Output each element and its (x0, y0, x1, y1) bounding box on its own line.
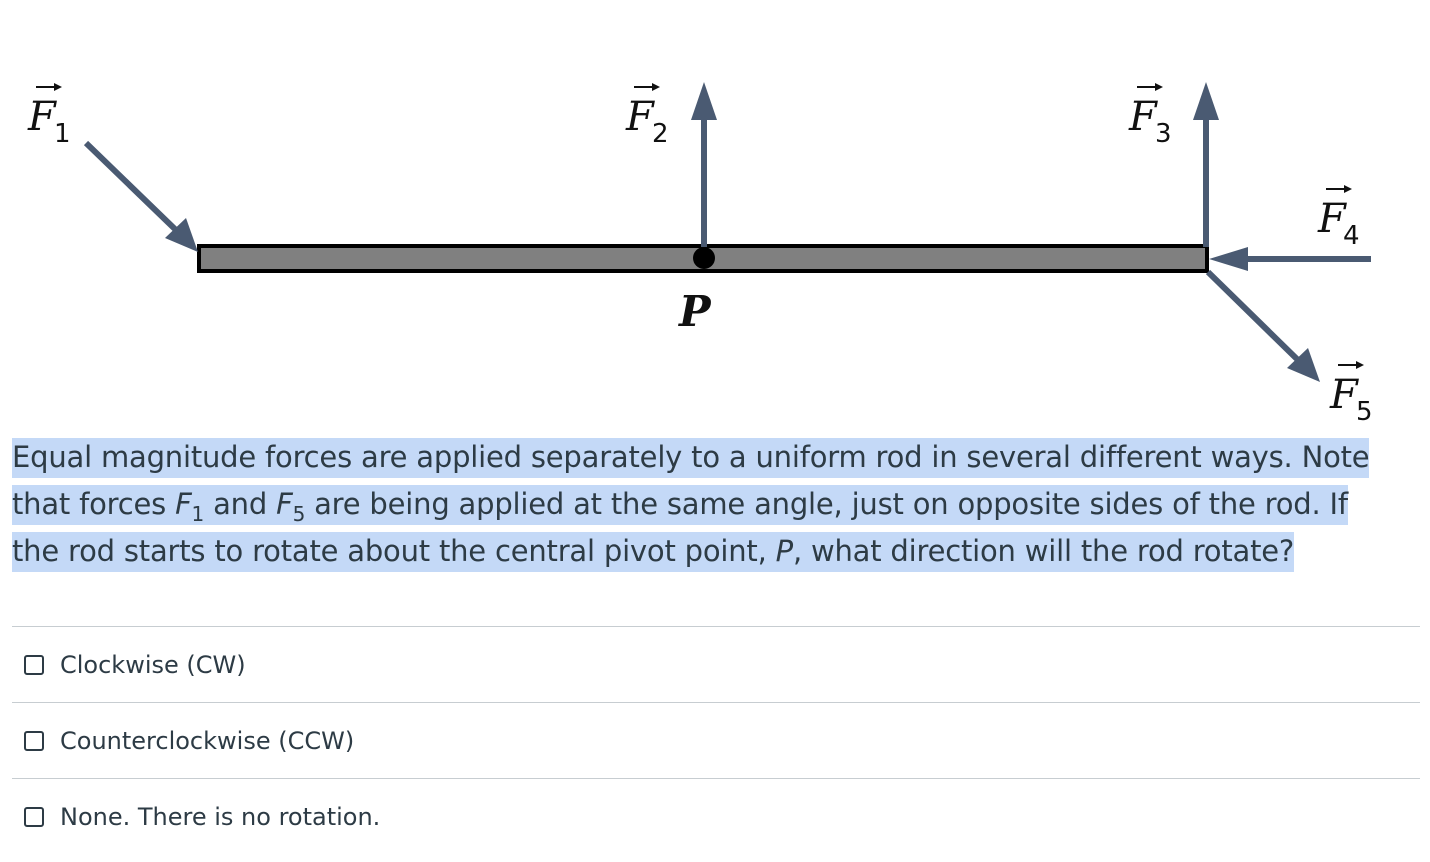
checkbox-icon[interactable] (24, 731, 44, 751)
question-part3: are being applied at the same angle, just on opposite sides of the rod. If the rod starts to rotate about the central pivot point, (12, 487, 1348, 568)
answer-option-ccw[interactable] (12, 702, 1420, 778)
svg-text:F: F (1330, 372, 1358, 418)
answer-list (12, 626, 1420, 854)
answer-option-cw[interactable] (12, 626, 1420, 702)
svg-text:F: F (1318, 196, 1346, 242)
force-f3-label (1128, 83, 1172, 149)
force-f5-label (1329, 361, 1373, 427)
force-f1-arrow (86, 143, 198, 252)
pivot-label: P (679, 287, 711, 336)
question-f1-letter: F (175, 487, 192, 521)
svg-text:F: F (28, 94, 56, 140)
question-part2: and (204, 487, 277, 521)
svg-text:F: F (626, 94, 654, 140)
force-f1-label (27, 83, 71, 149)
force-f5-arrow (1208, 272, 1320, 382)
answer-label: Counterclockwise (CCW) (60, 726, 355, 755)
question-f5-sub: 5 (292, 501, 306, 526)
force-f2-arrow (691, 82, 717, 247)
checkbox-icon[interactable] (24, 655, 44, 675)
question-f1-sub: 1 (191, 501, 205, 526)
force-f4-label (1317, 185, 1360, 251)
svg-text:3: 3 (1155, 119, 1172, 149)
svg-text:4: 4 (1343, 221, 1360, 251)
answer-label: Clockwise (CW) (60, 650, 246, 679)
question-part4: , what direction will the rod rotate? (792, 534, 1295, 568)
force-diagram (0, 0, 1430, 430)
svg-text:F: F (1129, 94, 1157, 140)
pivot-point (693, 247, 715, 269)
question-part1: Equal magnitude forces are applied separately to a uniform rod in several different ways. Note that forces (12, 440, 1370, 521)
force-f3-arrow (1193, 82, 1219, 247)
force-f2-label (625, 83, 669, 149)
answer-label: None. There is no rotation. (60, 802, 381, 831)
svg-text:5: 5 (1356, 397, 1373, 427)
svg-text:1: 1 (54, 119, 71, 149)
answer-option-none[interactable] (12, 778, 1420, 854)
question-f5-letter: F (276, 487, 293, 521)
svg-text:2: 2 (652, 119, 669, 149)
question-pivot: P (775, 534, 793, 568)
question-text (12, 434, 1402, 575)
checkbox-icon[interactable] (24, 807, 44, 827)
